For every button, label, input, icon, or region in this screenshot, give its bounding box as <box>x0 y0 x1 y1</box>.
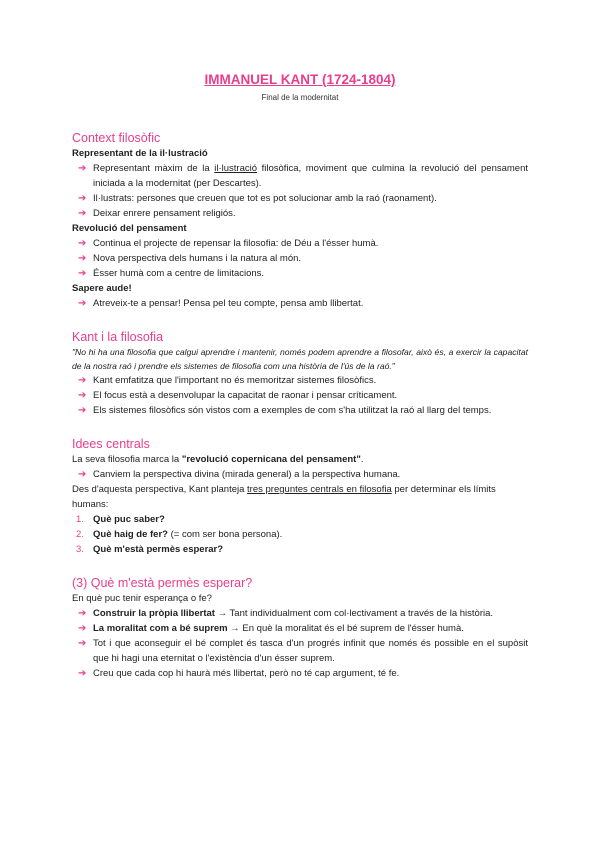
subheading-revolucio: Revolució del pensament <box>72 223 187 234</box>
subheading-representant: Representant de la il·lustració <box>72 148 208 159</box>
idees-intro: La seva filosofia marca la "revolució copernicana del pensament". <box>72 454 364 465</box>
arrow-right-icon: ➔ <box>78 469 87 480</box>
section-kant <box>72 330 528 418</box>
arrow-right-icon: ➔ <box>78 253 87 264</box>
list-sapere <box>72 296 528 311</box>
list-item: ➔ Kant emfatitza que l'important no és memoritzar sistemes filosòfics. <box>78 375 377 386</box>
esperar-intro: En què puc tenir esperança o fe? <box>72 593 212 604</box>
arrow-right-icon: ➔ <box>78 623 87 634</box>
section-context <box>72 131 528 311</box>
list-idees <box>72 467 528 482</box>
section-heading-context: Context filosòfic <box>72 131 161 145</box>
section-esperar <box>72 576 528 681</box>
document-page <box>72 72 528 681</box>
arrow-right-icon: ➔ <box>78 238 87 249</box>
list-item: ➔ Canviem la perspectiva divina (mirada general) a la perspectiva humana. <box>78 469 401 480</box>
list-item: ➔ La moralitat com a bé suprem → En què la moralitat és el bé suprem de l'ésser humà. <box>78 623 464 634</box>
page-title: IMMANUEL KANT (1724-1804) <box>204 72 396 87</box>
list-item: ➔ Atreveix-te a pensar! Pensa pel teu compte, pensa amb llibertat. <box>78 298 364 309</box>
subheading-sapere: Sapere aude! <box>72 283 132 294</box>
illustracio-link[interactable]: il·lustració <box>214 163 258 174</box>
idees-paragraph: Des d'aquesta perspectiva, Kant planteja tres preguntes centrals en filosofia per determinar els límits humans: <box>72 484 496 510</box>
list-item: ➔ Continua el projecte de repensar la filosofia: de Déu a l'ésser humà. <box>78 238 379 249</box>
list-item: ➔ Il·lustrats: persones que creuen que tot es pot solucionar amb la raó (raonament). <box>78 193 437 204</box>
list-esperar <box>72 606 528 681</box>
question-item: 1. Què puc saber? <box>76 514 165 525</box>
arrow-right-icon: ➔ <box>78 208 87 219</box>
arrow-right-icon: ➔ <box>78 163 87 174</box>
question-item: 3. Què m'està permès esperar? <box>76 544 224 555</box>
list-kant <box>72 373 528 418</box>
arrow-right-icon: ➔ <box>78 390 87 401</box>
list-revolucio <box>72 236 528 281</box>
questions-list <box>72 512 528 557</box>
arrow-right-icon: ➔ <box>78 193 87 204</box>
list-item: ➔ Deixar enrere pensament religiós. <box>78 208 236 219</box>
list-item: ➔ Representant màxim de la il·lustració filosòfica, moviment que culmina la revolució del pensament iniciada a la modernitat (per Descartes). <box>78 163 529 189</box>
section-heading-esperar: (3) Què m'està permès esperar? <box>72 576 253 590</box>
list-item: ➔ Nova perspectiva dels humans i la natura al món. <box>78 253 302 264</box>
list-item: ➔ Tot i que aconseguir el bé complet és tasca d'un progrés infinit que només és possible en el supòsit que hi hagi una eternitat o l'existència d'un ésser suprem. <box>78 638 528 664</box>
arrow-right-icon: ➔ <box>78 298 87 309</box>
arrow-right-icon: ➔ <box>78 405 87 416</box>
arrow-right-icon: ➔ <box>78 638 87 649</box>
list-item: ➔ Ésser humà com a centre de limitacions. <box>78 268 265 279</box>
kant-quote: "No hi ha una filosofia que calgui aprendre i mantenir, només podem aprendre a filosofar, això és, a exercir la capacitat de la nostra raó i prendre els sistemes de filosofia com una història de l'ús de la raó." <box>72 347 528 371</box>
page-subtitle: Final de la modernitat <box>261 93 339 102</box>
tres-preguntes-link[interactable]: tres preguntes centrals en filosofia <box>247 484 392 495</box>
list-item: ➔ El focus està a desenvolupar la capacitat de raonar i pensar críticament. <box>78 390 398 401</box>
question-item: 2. Què haig de fer? (= com ser bona persona). <box>76 529 283 540</box>
list-representant <box>72 161 528 221</box>
arrow-right-icon: ➔ <box>78 375 87 386</box>
list-item: ➔ Els sistemes filosòfics són vistos com a exemples de com s'ha utilitzat la raó al llarg del temps. <box>78 405 492 416</box>
section-idees <box>72 437 528 557</box>
arrow-right-icon: ➔ <box>78 668 87 679</box>
list-item: ➔ Construir la pròpia llibertat → Tant individualment com col·lectivament a través de la història. <box>78 608 494 619</box>
list-item: ➔ Creu que cada cop hi haurà més llibertat, però no té cap argument, té fe. <box>78 668 400 679</box>
section-heading-idees: Idees centrals <box>72 437 150 451</box>
arrow-right-icon: ➔ <box>78 268 87 279</box>
arrow-right-icon: ➔ <box>78 608 87 619</box>
section-heading-kant: Kant i la filosofia <box>72 330 164 344</box>
